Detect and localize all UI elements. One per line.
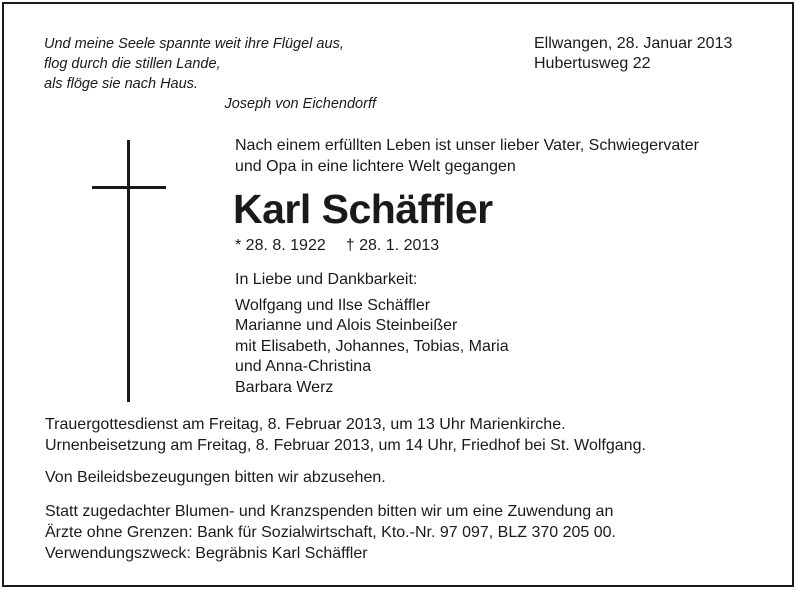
mourner-name: Marianne und Alois Steinbeißer: [235, 317, 458, 334]
mourner-name: Barbara Werz: [235, 378, 334, 396]
intro-line: Nach einem erfüllten Leben ist unser lieber Vater, Schwiegervater: [235, 137, 699, 154]
poem-author: Joseph von Eichendorff: [224, 96, 376, 112]
donation-line: Verwendungszweck: Begräbnis Karl Schäffler: [45, 545, 368, 562]
life-dates: [235, 236, 439, 256]
mourner-name: und Anna-Christina: [235, 358, 372, 375]
mourners-list: [235, 270, 509, 398]
obituary-notice: [2, 2, 794, 587]
mourner-name: Wolfgang und Ilse Schäffler: [235, 296, 431, 314]
birth-date: * 28. 8. 1922: [235, 237, 326, 254]
deceased-name: Karl Schäffler: [233, 186, 493, 232]
poem-line: als flöge sie nach Haus.: [44, 76, 198, 92]
condolence-note: Von Beileidsbezeugungen bitten wir abzusehen.: [45, 469, 386, 486]
mourners-heading: In Liebe und Dankbarkeit:: [235, 271, 418, 288]
poem-quote: [44, 34, 384, 114]
cross-horizontal-bar: [92, 186, 166, 189]
intro-text: [235, 135, 699, 177]
death-date: † 28. 1. 2013: [345, 237, 440, 254]
intro-line: und Opa in eine lichtere Welt gegangen: [235, 158, 516, 175]
service-info: [45, 414, 646, 456]
place-and-date: [534, 34, 732, 74]
cross-vertical-bar: [127, 140, 130, 402]
poem-line: flog durch die stillen Lande,: [44, 56, 221, 72]
funeral-service-line: Trauergottesdienst am Freitag, 8. Februar 2013, um 13 Uhr Marienkirche.: [45, 416, 566, 433]
donation-line: Statt zugedachter Blumen- und Kranzspenden bitten wir um eine Zuwendung an: [45, 503, 614, 520]
city-date: Ellwangen, 28. Januar 2013: [534, 35, 733, 52]
donation-info: [45, 501, 616, 564]
poem-line: Und meine Seele spannte weit ihre Flügel aus,: [44, 36, 344, 52]
street-address: Hubertusweg 22: [534, 55, 651, 72]
donation-line: Ärzte ohne Grenzen: Bank für Sozialwirtschaft, Kto.-Nr. 97 097, BLZ 370 205 00.: [45, 524, 616, 541]
urn-burial-line: Urnenbeisetzung am Freitag, 8. Februar 2013, um 14 Uhr, Friedhof bei St. Wolfgang.: [45, 437, 646, 454]
mourner-name: mit Elisabeth, Johannes, Tobias, Maria: [235, 337, 509, 355]
